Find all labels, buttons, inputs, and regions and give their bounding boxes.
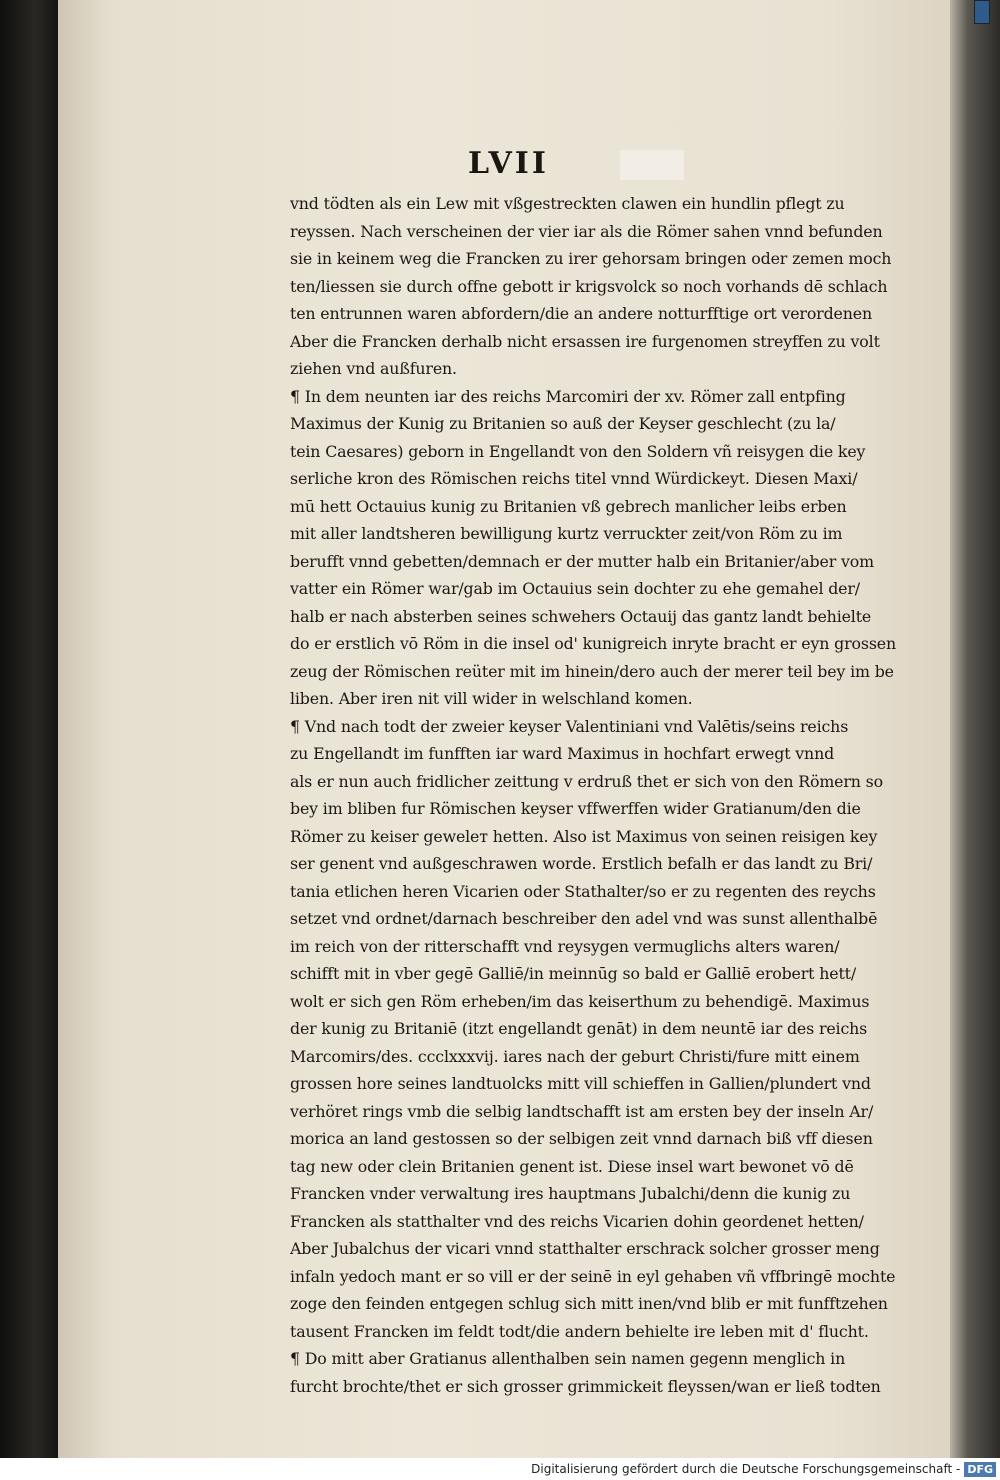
text-block [290, 190, 910, 1400]
text-line: Aber die Francken derhalb nicht ersassen ire furgenomen streyffen zu volt [290, 331, 880, 351]
text-line: sie in keinem weg die Francken zu irer gehorsam bringen oder zemen moch [290, 249, 892, 268]
text-line: ¶ Vnd nach todt der zweier keyser Valentiniani vnd Valētis/seins reichs [290, 716, 849, 736]
text-line: tausent Francken im feldt todt/die andern behielte ire leben mit d' flucht. [290, 1321, 869, 1341]
dfg-logo: DFG [964, 1462, 996, 1477]
text-line: ten/liessen sie durch offne gebott ir krigsvolck so noch vorhands dē schlach [290, 276, 888, 296]
text-line: tag new oder clein Britanien genent ist. Diese insel wart bewonet vō dē [290, 1156, 854, 1176]
text-line: als er nun auch fridlicher zeittung v erdruß thet er sich von den Römern so [290, 771, 883, 791]
text-line: zeug der Römischen reüter mit im hinein/dero auch der merer teil bey im be [290, 661, 894, 681]
text-line: mit aller landtsheren bewilligung kurtz verruckter zeit/von Röm zu im [290, 524, 843, 543]
text-line: furcht brochte/thet er sich grosser grimmickeit fleyssen/wan er ließ todten [290, 1376, 881, 1396]
text-line: halb er nach absterben seines schwehers Octauij das gantz landt behielte [290, 606, 872, 626]
footer-bar [0, 1458, 1000, 1480]
text-line: infaln yedoch mant er so vill er der seinē in eyl gehaben vñ vffbringē mochte [290, 1266, 896, 1286]
text-line: grossen hore seines landtuolcks mitt vill schieffen in Gallien/plundert vnd [290, 1074, 871, 1093]
text-line: vatter ein Römer war/gab im Octauius sein dochter zu ehe gemahel der/ [290, 579, 860, 598]
text-line: der kunig zu Britaniē (itzt engellandt genāt) in dem neuntē iar des reichs [290, 1019, 868, 1038]
text-line: zu Engellandt im funfften iar ward Maximus in hochfart erwegt vnnd [290, 744, 835, 763]
text-line: liben. Aber iren nit vill wider in welschland komen. [290, 689, 693, 708]
text-line: Marcomirs/des. ccclxxxvij. iares nach der geburt Christi/fure mitt einem [290, 1046, 860, 1066]
text-line: ziehen vnd außfuren. [290, 359, 457, 378]
text-line: Aber Jubalchus der vicari vnnd statthalter erschrack solcher grosser meng [290, 1239, 880, 1258]
text-line: do er erstlich vō Röm in die insel od' kunigreich inryte bracht er eyn grossen [290, 634, 897, 653]
book-binding-left [0, 0, 58, 1458]
text-line: tania etlichen heren Vicarien oder Stathalter/so er zu regenten des reychs [290, 881, 876, 901]
text-line: schifft mit in vber gegē Galliē/in meinnūg so bald er Galliē erobert hett/ [290, 964, 857, 983]
text-line: setzet vnd ordnet/darnach beschreiber den adel vnd was sunst allenthalbē [290, 909, 878, 928]
text-line: bey im bliben fur Römischen keyser vffwerffen wider Gratianum/den die [290, 799, 861, 818]
text-line: im reich von der ritterschafft vnd reysygen vermuglichs alters waren/ [290, 936, 840, 956]
footer-credit: Digitalisierung gefördert durch die Deutsche Forschungsgemeinschaft - [531, 1462, 961, 1476]
text-line: tein Caesares) geborn in Engellandt von den Soldern vñ reisygen die key [290, 441, 866, 461]
text-line: ¶ In dem neunten iar des reichs Marcomiri der xv. Römer zall entpfing [290, 386, 846, 406]
text-line: ser genent vnd außgeschrawen worde. Erstlich befalh er das landt zu Bri/ [290, 854, 873, 873]
text-line: berufft vnnd gebetten/demnach er der mutter halb ein Britanier/aber vom [290, 551, 874, 571]
folio-number: LVII [468, 146, 549, 181]
page-edge-right [950, 0, 1000, 1458]
text-line: Francken vnder verwaltung ires hauptmans Jubalchi/denn die kunig zu [290, 1184, 851, 1203]
text-line: vnd tödten als ein Lew mit vßgestreckten clawen ein hundlin pflegt zu [290, 194, 845, 213]
text-line: wolt er sich gen Röm erheben/im das keiserthum zu behendigē. Maximus [290, 991, 870, 1011]
text-line: serliche kron des Römischen reichs titel vnnd Würdickeyt. Diesen Maxi/ [290, 469, 858, 488]
text-line: ten entrunnen waren abfordern/die an andere notturfftige ort verordenen [290, 304, 872, 323]
text-line: ¶ Do mitt aber Gratianus allenthalben sein namen gegenn menglich in [290, 1349, 846, 1368]
text-line: zoge den feinden entgegen schlug sich mitt inen/vnd blib er mit funfftzehen [290, 1294, 888, 1313]
text-line: Römer zu keiser geweleт hetten. Also ist Maximus von seinen reisigen key [290, 826, 878, 846]
text-line: Maximus der Kunig zu Britanien so auß der Keyser geschlecht (zu la/ [290, 414, 836, 433]
color-calibration-strip [974, 0, 990, 24]
text-line: reyssen. Nach verscheinen der vier iar als die Römer sahen vnnd befunden [290, 221, 883, 241]
text-line: verhöret rings vmb die selbig landtschafft ist am ersten bey der inseln Ar/ [290, 1101, 874, 1121]
text-line: morica an land gestossen so der selbigen zeit vnnd darnach biß vff diesen [290, 1129, 873, 1148]
text-line: mū hett Octauius kunig zu Britanien vß gebrech manlicher leibs erben [290, 496, 847, 516]
text-line: Francken als statthalter vnd des reichs Vicarien dohin geordenet hetten/ [290, 1211, 864, 1231]
